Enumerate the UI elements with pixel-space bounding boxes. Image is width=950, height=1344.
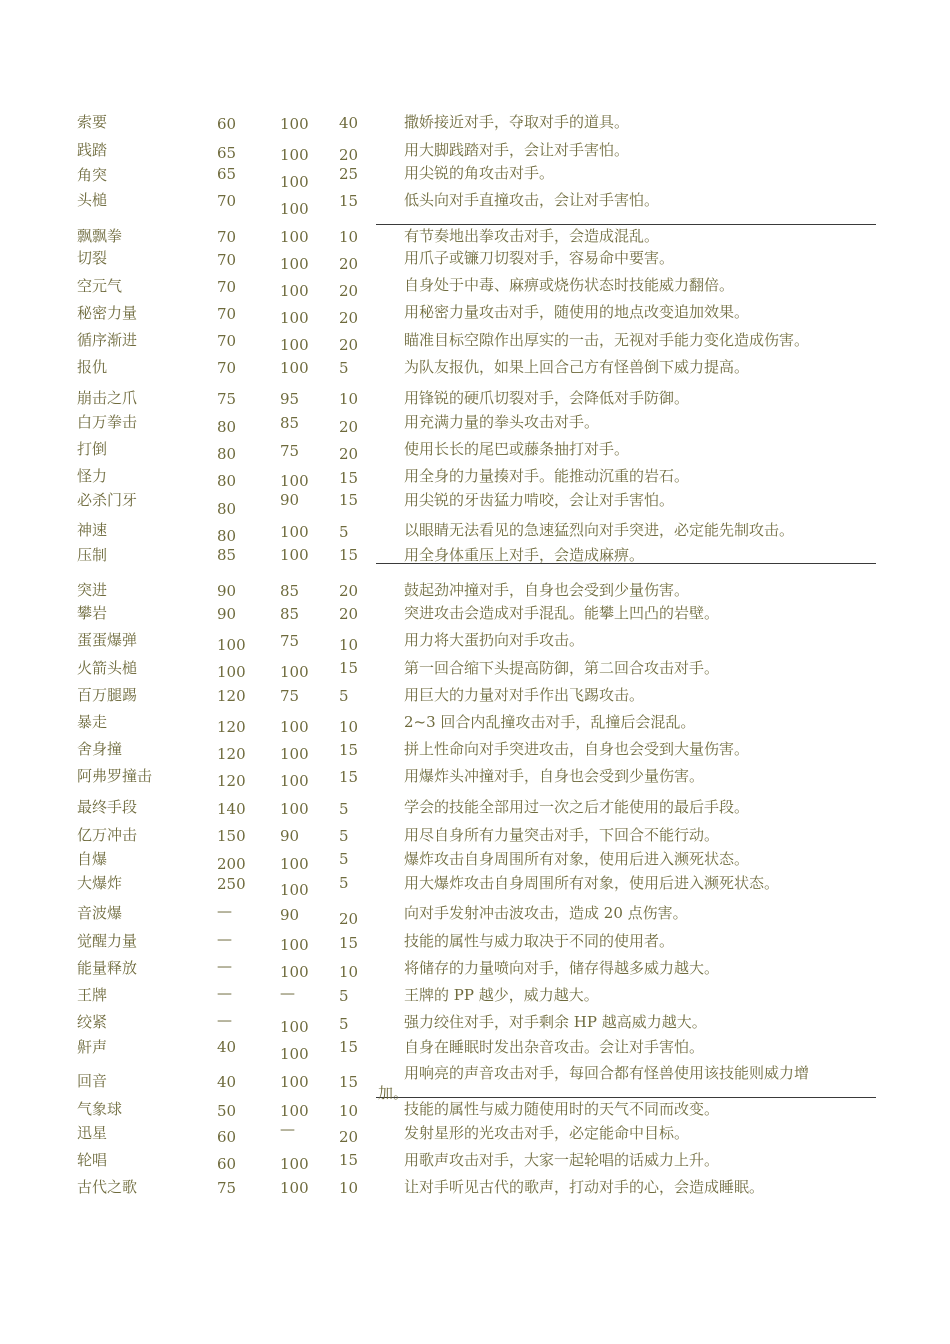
move-power: 80 — [217, 500, 237, 518]
move-pp: 20 — [339, 336, 359, 354]
move-pp: 10 — [339, 1102, 359, 1120]
move-power: — — [217, 1011, 232, 1029]
move-power: 85 — [217, 546, 237, 564]
move-description: 用全身体重压上对手，会造成麻痹。 — [404, 546, 645, 564]
move-power: 60 — [217, 1155, 237, 1173]
move-name: 能量释放 — [77, 959, 138, 977]
move-description: 突进攻击会造成对手混乱。能攀上凹凸的岩壁。 — [404, 604, 720, 622]
move-pp: 20 — [339, 1128, 359, 1146]
move-power: — — [217, 957, 232, 975]
move-description: 用尖锐的牙齿猛力啃咬，会让对手害怕。 — [404, 491, 675, 509]
move-description: 用尽自身所有力量突击对手，下回合不能行动。 — [404, 826, 720, 844]
move-power: — — [217, 930, 232, 948]
move-description: 用歌声攻击对手，大家一起轮唱的话威力上升。 — [404, 1151, 720, 1169]
move-pp: 20 — [339, 282, 359, 300]
move-description: 用锋锐的硬爪切裂对手，会降低对手防御。 — [404, 389, 690, 407]
move-pp: 15 — [339, 1151, 359, 1169]
move-name: 绞紧 — [77, 1013, 108, 1031]
move-power: 50 — [217, 1102, 237, 1120]
move-pp: 15 — [339, 1073, 359, 1091]
move-name: 舍身撞 — [77, 740, 123, 758]
move-accuracy: 100 — [280, 173, 309, 191]
move-description: 有节奏地出拳攻击对手，会造成混乱。 — [404, 227, 660, 245]
move-accuracy: 100 — [280, 1179, 309, 1197]
move-accuracy: 90 — [280, 827, 300, 845]
move-accuracy: 100 — [280, 881, 309, 899]
divider-line — [376, 224, 876, 225]
move-power: — — [217, 984, 232, 1002]
move-name: 百万腿踢 — [77, 686, 138, 704]
move-name: 必杀门牙 — [77, 491, 138, 509]
move-description: 拼上性命向对手突进攻击，自身也会受到大量伤害。 — [404, 740, 750, 758]
move-description: 让对手听见古代的歌声，打动对手的心，会造成睡眠。 — [404, 1178, 765, 1196]
move-accuracy: 90 — [280, 906, 300, 924]
move-pp: 15 — [339, 192, 359, 210]
move-description: 用大爆炸攻击自身周围所有对象，使用后进入濒死状态。 — [404, 874, 780, 892]
move-pp: 40 — [339, 114, 359, 132]
move-accuracy: 100 — [280, 255, 309, 273]
move-accuracy: 75 — [280, 632, 300, 650]
move-power: 70 — [217, 359, 237, 377]
move-accuracy: 100 — [280, 1018, 309, 1036]
move-description: 撒娇接近对手，夺取对手的道具。 — [404, 113, 630, 131]
move-power: 60 — [217, 1128, 237, 1146]
move-name: 古代之歌 — [77, 1178, 138, 1196]
move-name: 飘飘拳 — [77, 227, 123, 245]
move-power: — — [217, 902, 232, 920]
move-power: 120 — [217, 772, 246, 790]
move-description: 用大脚践踏对手，会让对手害怕。 — [404, 141, 630, 159]
move-name: 气象球 — [77, 1100, 123, 1118]
move-description: 用响亮的声音攻击对手，每回合都有怪兽使用该技能则威力增 — [404, 1064, 810, 1082]
move-pp: 20 — [339, 418, 359, 436]
move-name: 自爆 — [77, 850, 108, 868]
move-description: 向对手发射冲击波攻击，造成 20 点伤害。 — [404, 904, 688, 922]
move-accuracy: 75 — [280, 687, 300, 705]
move-power: 150 — [217, 827, 246, 845]
move-pp: 15 — [339, 1038, 359, 1056]
move-description: 强力绞住对手，对手剩余 HP 越高威力越大。 — [404, 1013, 707, 1031]
move-power: 100 — [217, 636, 246, 654]
move-pp: 15 — [339, 491, 359, 509]
move-name: 阿弗罗撞击 — [77, 767, 153, 785]
move-pp: 20 — [339, 146, 359, 164]
move-pp: 10 — [339, 228, 359, 246]
move-name: 角突 — [77, 166, 108, 184]
move-pp: 10 — [339, 1179, 359, 1197]
move-accuracy: 100 — [280, 663, 309, 681]
move-pp: 15 — [339, 741, 359, 759]
move-description: 第一回合缩下头提高防御，第二回合攻击对手。 — [404, 659, 720, 677]
move-name: 打倒 — [77, 440, 108, 458]
move-description: 王牌的 PP 越少，威力越大。 — [404, 986, 599, 1004]
move-description: 鼓起劲冲撞对手，自身也会受到少量伤害。 — [404, 581, 690, 599]
move-accuracy: 85 — [280, 582, 300, 600]
move-name: 践踏 — [77, 141, 108, 159]
move-accuracy: 95 — [280, 390, 300, 408]
move-accuracy: 100 — [280, 772, 309, 790]
move-pp: 5 — [339, 987, 349, 1005]
move-accuracy: 100 — [280, 1155, 309, 1173]
move-power: 65 — [217, 144, 237, 162]
move-power: 80 — [217, 418, 237, 436]
move-name: 迅星 — [77, 1124, 108, 1142]
move-power: 120 — [217, 745, 246, 763]
move-power: 200 — [217, 855, 246, 873]
move-name: 索要 — [77, 113, 108, 131]
move-power: 40 — [217, 1073, 237, 1091]
move-power: 65 — [217, 165, 237, 183]
move-pp: 15 — [339, 469, 359, 487]
move-description: 自身处于中毒、麻痹或烧伤状态时技能威力翻倍。 — [404, 276, 735, 294]
move-name: 循序渐进 — [77, 331, 138, 349]
move-pp: 5 — [339, 800, 349, 818]
move-pp: 5 — [339, 827, 349, 845]
move-pp: 10 — [339, 636, 359, 654]
move-pp: 20 — [339, 445, 359, 463]
move-power: 40 — [217, 1038, 237, 1056]
move-pp: 5 — [339, 523, 349, 541]
move-description: 用尖锐的角攻击对手。 — [404, 164, 555, 182]
move-description: 用全身的力量揍对手。能推动沉重的岩石。 — [404, 467, 690, 485]
move-description: 自身在睡眠时发出杂音攻击。会让对手害怕。 — [404, 1038, 705, 1056]
move-description: 2~3 回合内乱撞攻击对手，乱撞后会混乱。 — [404, 713, 696, 731]
move-name: 白万拳击 — [77, 413, 138, 431]
move-description: 为队友报仇，如果上回合己方有怪兽倒下威力提高。 — [404, 358, 750, 376]
move-name: 觉醒力量 — [77, 932, 138, 950]
move-name: 蛋蛋爆弹 — [77, 631, 138, 649]
move-accuracy: 100 — [280, 309, 309, 327]
move-name: 秘密力量 — [77, 304, 138, 322]
move-name: 王牌 — [77, 986, 108, 1004]
move-accuracy: 100 — [280, 800, 309, 818]
move-pp: 15 — [339, 934, 359, 952]
move-accuracy: 100 — [280, 718, 309, 736]
move-accuracy: 100 — [280, 1045, 309, 1063]
move-accuracy: 100 — [280, 546, 309, 564]
move-description: 使用长长的尾巴或藤条抽打对手。 — [404, 440, 630, 458]
move-name: 鼾声 — [77, 1038, 108, 1056]
move-power: 90 — [217, 605, 237, 623]
move-name: 大爆炸 — [77, 874, 123, 892]
move-description: 低头向对手直撞攻击，会让对手害怕。 — [404, 191, 660, 209]
move-power: 90 — [217, 582, 237, 600]
move-power: 80 — [217, 472, 237, 490]
move-accuracy: 75 — [280, 442, 300, 460]
move-accuracy: 100 — [280, 745, 309, 763]
move-power: 70 — [217, 251, 237, 269]
move-accuracy: 100 — [280, 523, 309, 541]
move-name: 怪力 — [77, 467, 108, 485]
move-accuracy: 100 — [280, 115, 309, 133]
move-accuracy: 100 — [280, 228, 309, 246]
move-name: 崩击之爪 — [77, 389, 138, 407]
move-accuracy: 100 — [280, 1073, 309, 1091]
move-description: 以眼睛无法看见的急速猛烈向对手突进，必定能先制攻击。 — [404, 521, 795, 539]
move-pp: 15 — [339, 659, 359, 677]
move-description: 学会的技能全部用过一次之后才能使用的最后手段。 — [404, 798, 750, 816]
move-accuracy: 90 — [280, 491, 300, 509]
move-name: 暴走 — [77, 713, 108, 731]
move-accuracy: 85 — [280, 605, 300, 623]
move-name: 最终手段 — [77, 798, 138, 816]
move-accuracy: 100 — [280, 359, 309, 377]
move-pp: 20 — [339, 605, 359, 623]
move-description: 用力将大蛋扔向对手攻击。 — [404, 631, 585, 649]
move-pp: 25 — [339, 165, 359, 183]
move-description: 用充满力量的拳头攻击对手。 — [404, 413, 600, 431]
move-pp: 5 — [339, 687, 349, 705]
move-description: 技能的属性与威力取决于不同的使用者。 — [404, 932, 675, 950]
move-accuracy: 100 — [280, 855, 309, 873]
move-power: 70 — [217, 305, 237, 323]
move-power: 250 — [217, 875, 246, 893]
move-accuracy: 100 — [280, 1102, 309, 1120]
move-power: 70 — [217, 192, 237, 210]
move-description-continuation: 加。 — [378, 1084, 409, 1102]
move-accuracy: — — [280, 984, 295, 1002]
move-power: 120 — [217, 718, 246, 736]
move-accuracy: 100 — [280, 200, 309, 218]
move-pp: 10 — [339, 390, 359, 408]
move-accuracy: 100 — [280, 963, 309, 981]
move-name: 头槌 — [77, 191, 108, 209]
move-name: 攀岩 — [77, 604, 108, 622]
move-pp: 10 — [339, 963, 359, 981]
move-name: 报仇 — [77, 358, 108, 376]
move-power: 80 — [217, 445, 237, 463]
move-pp: 20 — [339, 255, 359, 273]
move-description: 用秘密力量攻击对手，随使用的地点改变追加效果。 — [404, 303, 750, 321]
move-accuracy: 100 — [280, 472, 309, 490]
move-name: 切裂 — [77, 249, 108, 267]
move-name: 压制 — [77, 546, 108, 564]
move-pp: 5 — [339, 359, 349, 377]
move-accuracy: 100 — [280, 936, 309, 954]
move-power: 70 — [217, 278, 237, 296]
move-name: 火箭头槌 — [77, 659, 138, 677]
move-power: 140 — [217, 800, 246, 818]
move-description: 用巨大的力量对对手作出飞踢攻击。 — [404, 686, 645, 704]
move-power: 70 — [217, 228, 237, 246]
move-description: 瞄准目标空隙作出厚实的一击，无视对手能力变化造成伤害。 — [404, 331, 810, 349]
move-name: 突进 — [77, 581, 108, 599]
move-description: 技能的属性与威力随使用时的天气不同而改变。 — [404, 1100, 720, 1118]
move-name: 亿万冲击 — [77, 826, 138, 844]
move-accuracy: 100 — [280, 282, 309, 300]
move-pp: 10 — [339, 718, 359, 736]
move-description: 用爆炸头冲撞对手，自身也会受到少量伤害。 — [404, 767, 705, 785]
move-pp: 5 — [339, 1015, 349, 1033]
move-power: 70 — [217, 332, 237, 350]
divider-line — [376, 1097, 876, 1098]
move-pp: 20 — [339, 582, 359, 600]
move-name: 神速 — [77, 521, 108, 539]
move-pp: 15 — [339, 546, 359, 564]
move-description: 将储存的力量喷向对手，储存得越多威力越大。 — [404, 959, 720, 977]
move-power: 75 — [217, 390, 237, 408]
move-name: 回音 — [77, 1072, 108, 1090]
move-accuracy: 85 — [280, 414, 300, 432]
move-power: 75 — [217, 1179, 237, 1197]
move-pp: 20 — [339, 910, 359, 928]
move-pp: 20 — [339, 309, 359, 327]
move-power: 60 — [217, 115, 237, 133]
move-name: 音波爆 — [77, 904, 123, 922]
move-power: 100 — [217, 663, 246, 681]
move-description: 用爪子或镰刀切裂对手，容易命中要害。 — [404, 249, 675, 267]
move-accuracy: 100 — [280, 336, 309, 354]
move-accuracy: 100 — [280, 146, 309, 164]
move-pp: 5 — [339, 874, 349, 892]
move-name: 轮唱 — [77, 1151, 108, 1169]
move-power: 120 — [217, 687, 246, 705]
move-pp: 15 — [339, 768, 359, 786]
move-description: 发射星形的光攻击对手，必定能命中目标。 — [404, 1124, 690, 1142]
move-accuracy: — — [280, 1120, 295, 1138]
move-power: 80 — [217, 527, 237, 545]
move-description: 爆炸攻击自身周围所有对象，使用后进入濒死状态。 — [404, 850, 750, 868]
move-pp: 5 — [339, 850, 349, 868]
move-name: 空元气 — [77, 277, 123, 295]
